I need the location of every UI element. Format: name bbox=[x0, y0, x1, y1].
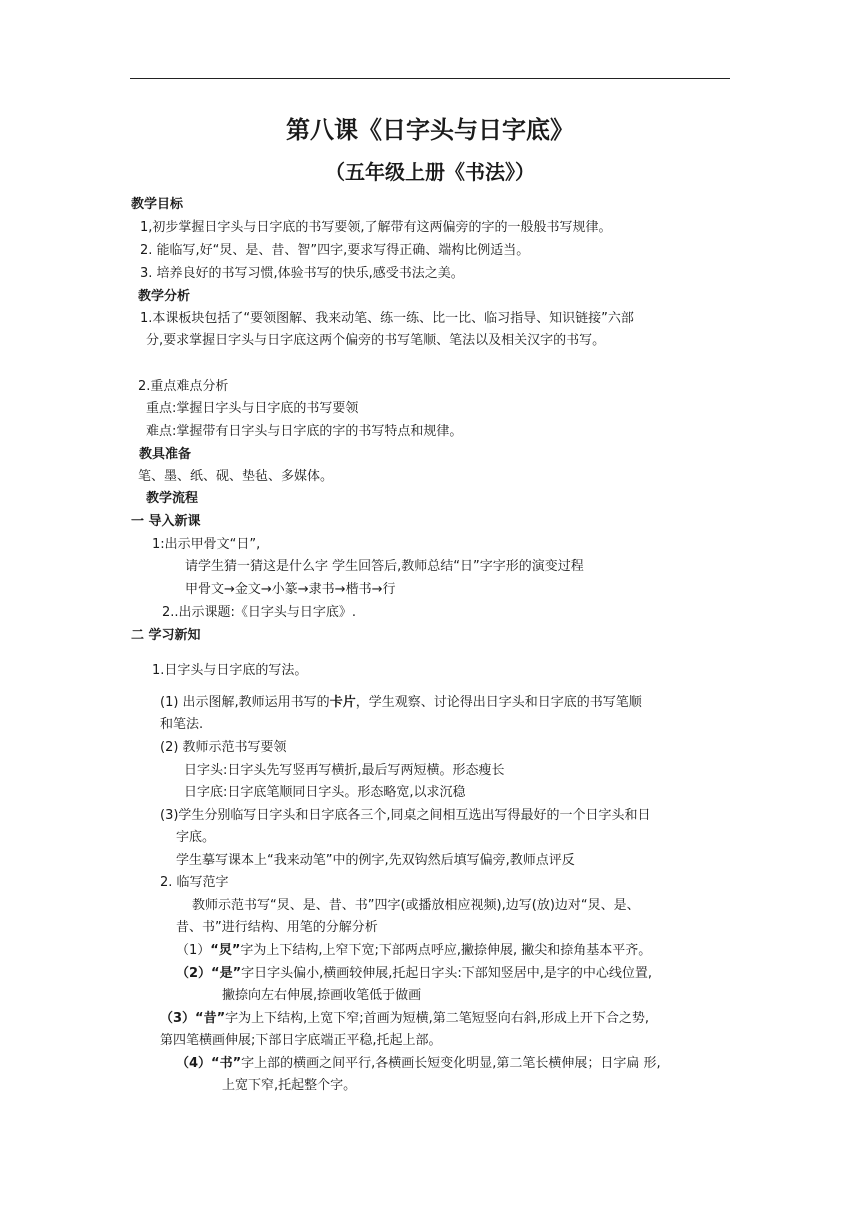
step-text-bold: 卡片 bbox=[329, 695, 356, 710]
top-rule bbox=[130, 78, 730, 79]
goal-item: 2. 能临写,好“炅、是、昔、智”四字,要求写得正确、端构比例适当。 bbox=[140, 243, 530, 258]
heading-tools: 教具准备 bbox=[139, 447, 192, 462]
analysis-text: 撇捺向左右伸展,捺画收笔低于做画 bbox=[222, 988, 422, 1003]
step-text: (2) 教师示范书写要领 bbox=[160, 740, 287, 755]
analysis-text: 第四笔横画伸展;下部日字底端正平稳,托起上部。 bbox=[160, 1033, 442, 1048]
step-text bbox=[160, 694, 642, 712]
step-text: 和笔法. bbox=[160, 717, 204, 732]
heading-goals: 教学目标 bbox=[131, 197, 184, 212]
character-analysis bbox=[160, 1010, 649, 1028]
step-text: 日字底:日字底笔顺同日字头。形态略宽,以求沉稳 bbox=[184, 785, 466, 800]
item-number: （1） bbox=[176, 943, 211, 958]
step-text: 1.日字头与日字底的写法。 bbox=[152, 663, 308, 678]
step-text: 学生摹写课本上“我来动笔”中的例字,先双钩然后填写偏旁,教师点评反 bbox=[176, 853, 575, 868]
page-subtitle: （五年级上册《书法》） bbox=[325, 160, 535, 184]
goal-item: 3. 培养良好的书写习惯,体验书写的快乐,感受书法之美。 bbox=[140, 266, 464, 281]
character-label: “炅” bbox=[210, 943, 241, 958]
key-point: 重点:掌握日字头与日字底的书写要领 bbox=[146, 401, 359, 416]
analysis-text: 1.本课板块包括了“要领图解、我来动笔、练一练、比一比、临习指导、知识链接”六部 bbox=[140, 311, 634, 326]
step-text: 昔、书”进行结构、用笔的分解分析 bbox=[176, 920, 378, 935]
analysis-text: 字上部的横画之间平行,各横画长短变化明显,第二笔长横伸展；日字扁 形, bbox=[241, 1056, 661, 1071]
analysis-text: 分,要求掌握日字头与日字底这两个偏旁的书写笔顺、笔法以及相关汉字的书写。 bbox=[146, 333, 606, 348]
step-text-part: (1) 出示图解,教师运用书写的 bbox=[160, 695, 330, 710]
step-text: 2..出示课题:《日字头与日字底》. bbox=[162, 605, 357, 620]
heading-process: 教学流程 bbox=[146, 491, 199, 506]
character-analysis bbox=[176, 942, 651, 960]
character-label: “书” bbox=[211, 1056, 242, 1071]
tools-list: 笔、墨、纸、砚、垫毡、多媒体。 bbox=[138, 469, 334, 484]
step-text: 日字头:日字头先写竖再写横折,最后写两短横。形态瘦长 bbox=[184, 763, 505, 778]
goal-item: 1,初步掌握日字头与日字底的书写要领,了解带有这两偏旁的字的一般般书写规律。 bbox=[140, 220, 612, 235]
section-heading: 二 学习新知 bbox=[131, 628, 201, 643]
step-text: 字底。 bbox=[176, 830, 216, 845]
analysis-subheading: 2.重点难点分析 bbox=[138, 379, 229, 394]
page-title: 第八课《日字头与日字底》 bbox=[286, 116, 574, 144]
step-text-part: ，学生观察、讨论得出日字头和日字底的书写笔顺 bbox=[355, 695, 642, 710]
section-heading: 一 导入新课 bbox=[131, 514, 201, 529]
heading-analysis: 教学分析 bbox=[138, 289, 191, 304]
character-analysis bbox=[176, 965, 652, 983]
analysis-text: 上宽下窄,托起整个字。 bbox=[222, 1078, 357, 1093]
step-text: 1:出示甲骨文“日”, bbox=[152, 537, 261, 552]
item-number: （2） bbox=[176, 966, 212, 981]
analysis-text: 字为上下结构,上宽下窄;首画为短横,第二笔短竖向右斜,形成上开下合之势, bbox=[225, 1011, 650, 1026]
analysis-text: 字为上下结构,上窄下宽;下部两点呼应,撇捺伸展, 撇尖和捺角基本平齐。 bbox=[240, 943, 652, 958]
item-number: （3） bbox=[160, 1011, 196, 1026]
step-text: 2. 临写范字 bbox=[160, 875, 229, 890]
evolution-chain: 甲骨文→金文→小篆→隶书→楷书→行 bbox=[185, 582, 396, 597]
character-analysis bbox=[176, 1055, 661, 1073]
item-number: （4） bbox=[176, 1056, 212, 1071]
step-text: 教师示范书写“炅、是、昔、书”四字(或播放相应视频),边写(放)边对“炅、是、 bbox=[192, 898, 640, 913]
step-text: 请学生猜一猜这是什么字 学生回答后,教师总结“日”字字形的演变过程 bbox=[185, 559, 584, 574]
step-text: (3)学生分别临写日字头和日字底各三个,同桌之间相互选出写得最好的一个日字头和日 bbox=[160, 808, 651, 823]
analysis-text: 字日字头偏小,横画较伸展,托起日字头:下部知竖居中,是字的中心线位置, bbox=[241, 966, 653, 981]
character-label: “昔” bbox=[195, 1011, 226, 1026]
difficult-point: 难点:掌握带有日字头与日字底的字的书写特点和规律。 bbox=[146, 424, 463, 439]
character-label: “是” bbox=[211, 966, 242, 981]
